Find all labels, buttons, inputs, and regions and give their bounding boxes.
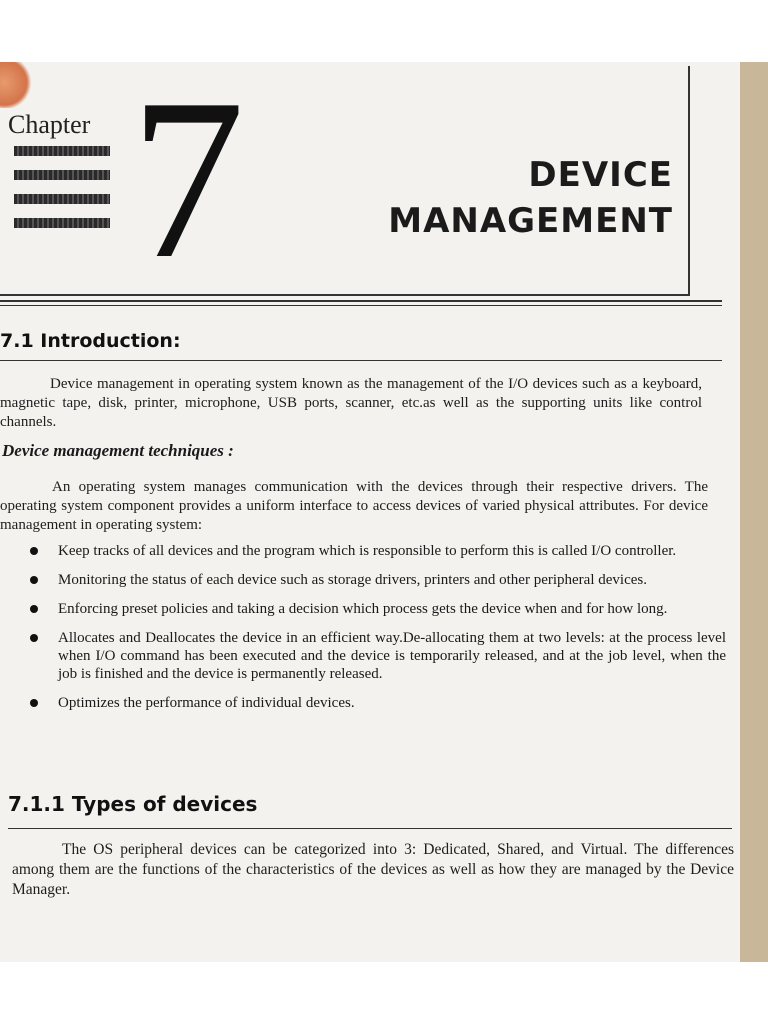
types-paragraph: The OS peripheral devices can be categorized into 3: Dedicated, Shared, and Virtual. The differences among them are the functions of the characteristics of the devices as well as how they are managed by the Device Manager.: [12, 841, 734, 898]
types-heading-rule: [8, 828, 732, 829]
types-heading: 7.1.1 Types of devices: [8, 792, 258, 816]
page-edge: [740, 62, 768, 962]
list-item: [30, 600, 726, 618]
techniques-paragraph: An operating system manages communication with the devices through their respective drivers. The operating system component provides a uniform interface to access devices of varied physical attributes. For device management in operating system:: [0, 479, 708, 533]
bullet-icon: [30, 576, 38, 584]
list-item-text: Enforcing preset policies and taking a decision which process gets the device when and for how long.: [58, 601, 668, 617]
chapter-title-line2: MANAGEMENT: [388, 201, 673, 241]
intro-paragraph: Device management in operating system known as the management of the I/O devices such as a keyboard, magnetic tape, disk, printer, microphone, USB ports, scanner, etc.as well as the supporting units like control channels.: [0, 376, 702, 430]
list-item-text: Monitoring the status of each device such as storage drivers, printers and other peripheral devices.: [58, 572, 647, 588]
chapter-title-line1: DEVICE: [528, 155, 673, 195]
chapter-stripes: [14, 146, 110, 242]
chapter-title: [388, 152, 673, 244]
bullet-icon: [30, 634, 38, 642]
list-item-text: Keep tracks of all devices and the program which is responsible to perform this is called I/O controller.: [58, 543, 677, 559]
stripe: [14, 194, 110, 204]
list-item-text: Optimizes the performance of individual devices.: [58, 695, 355, 711]
stripe: [14, 218, 110, 228]
chapter-label: Chapter: [8, 110, 91, 139]
header-rule: [0, 300, 722, 306]
list-item: [30, 629, 726, 683]
list-item: [30, 694, 726, 712]
list-item: [30, 542, 726, 560]
stripe: [14, 170, 110, 180]
intro-heading-rule: [0, 360, 722, 361]
techniques-heading: Device management techniques :: [2, 441, 234, 460]
bullet-icon: [30, 605, 38, 613]
list-item: [30, 571, 726, 589]
list-item-text: Allocates and Deallocates the device in an efficient way.De-allocating them at two levels: at the process level when I/O command has been executed and the device is temporarily released, and at the job level, when the job is finished and the device is permanently released.: [58, 630, 726, 682]
stripe: [14, 146, 110, 156]
intro-heading: 7.1 Introduction:: [0, 330, 181, 352]
bullet-icon: [30, 547, 38, 555]
techniques-list: [30, 542, 726, 723]
chapter-number: 7: [130, 51, 245, 306]
bullet-icon: [30, 699, 38, 707]
background-bottom: [0, 962, 768, 1024]
